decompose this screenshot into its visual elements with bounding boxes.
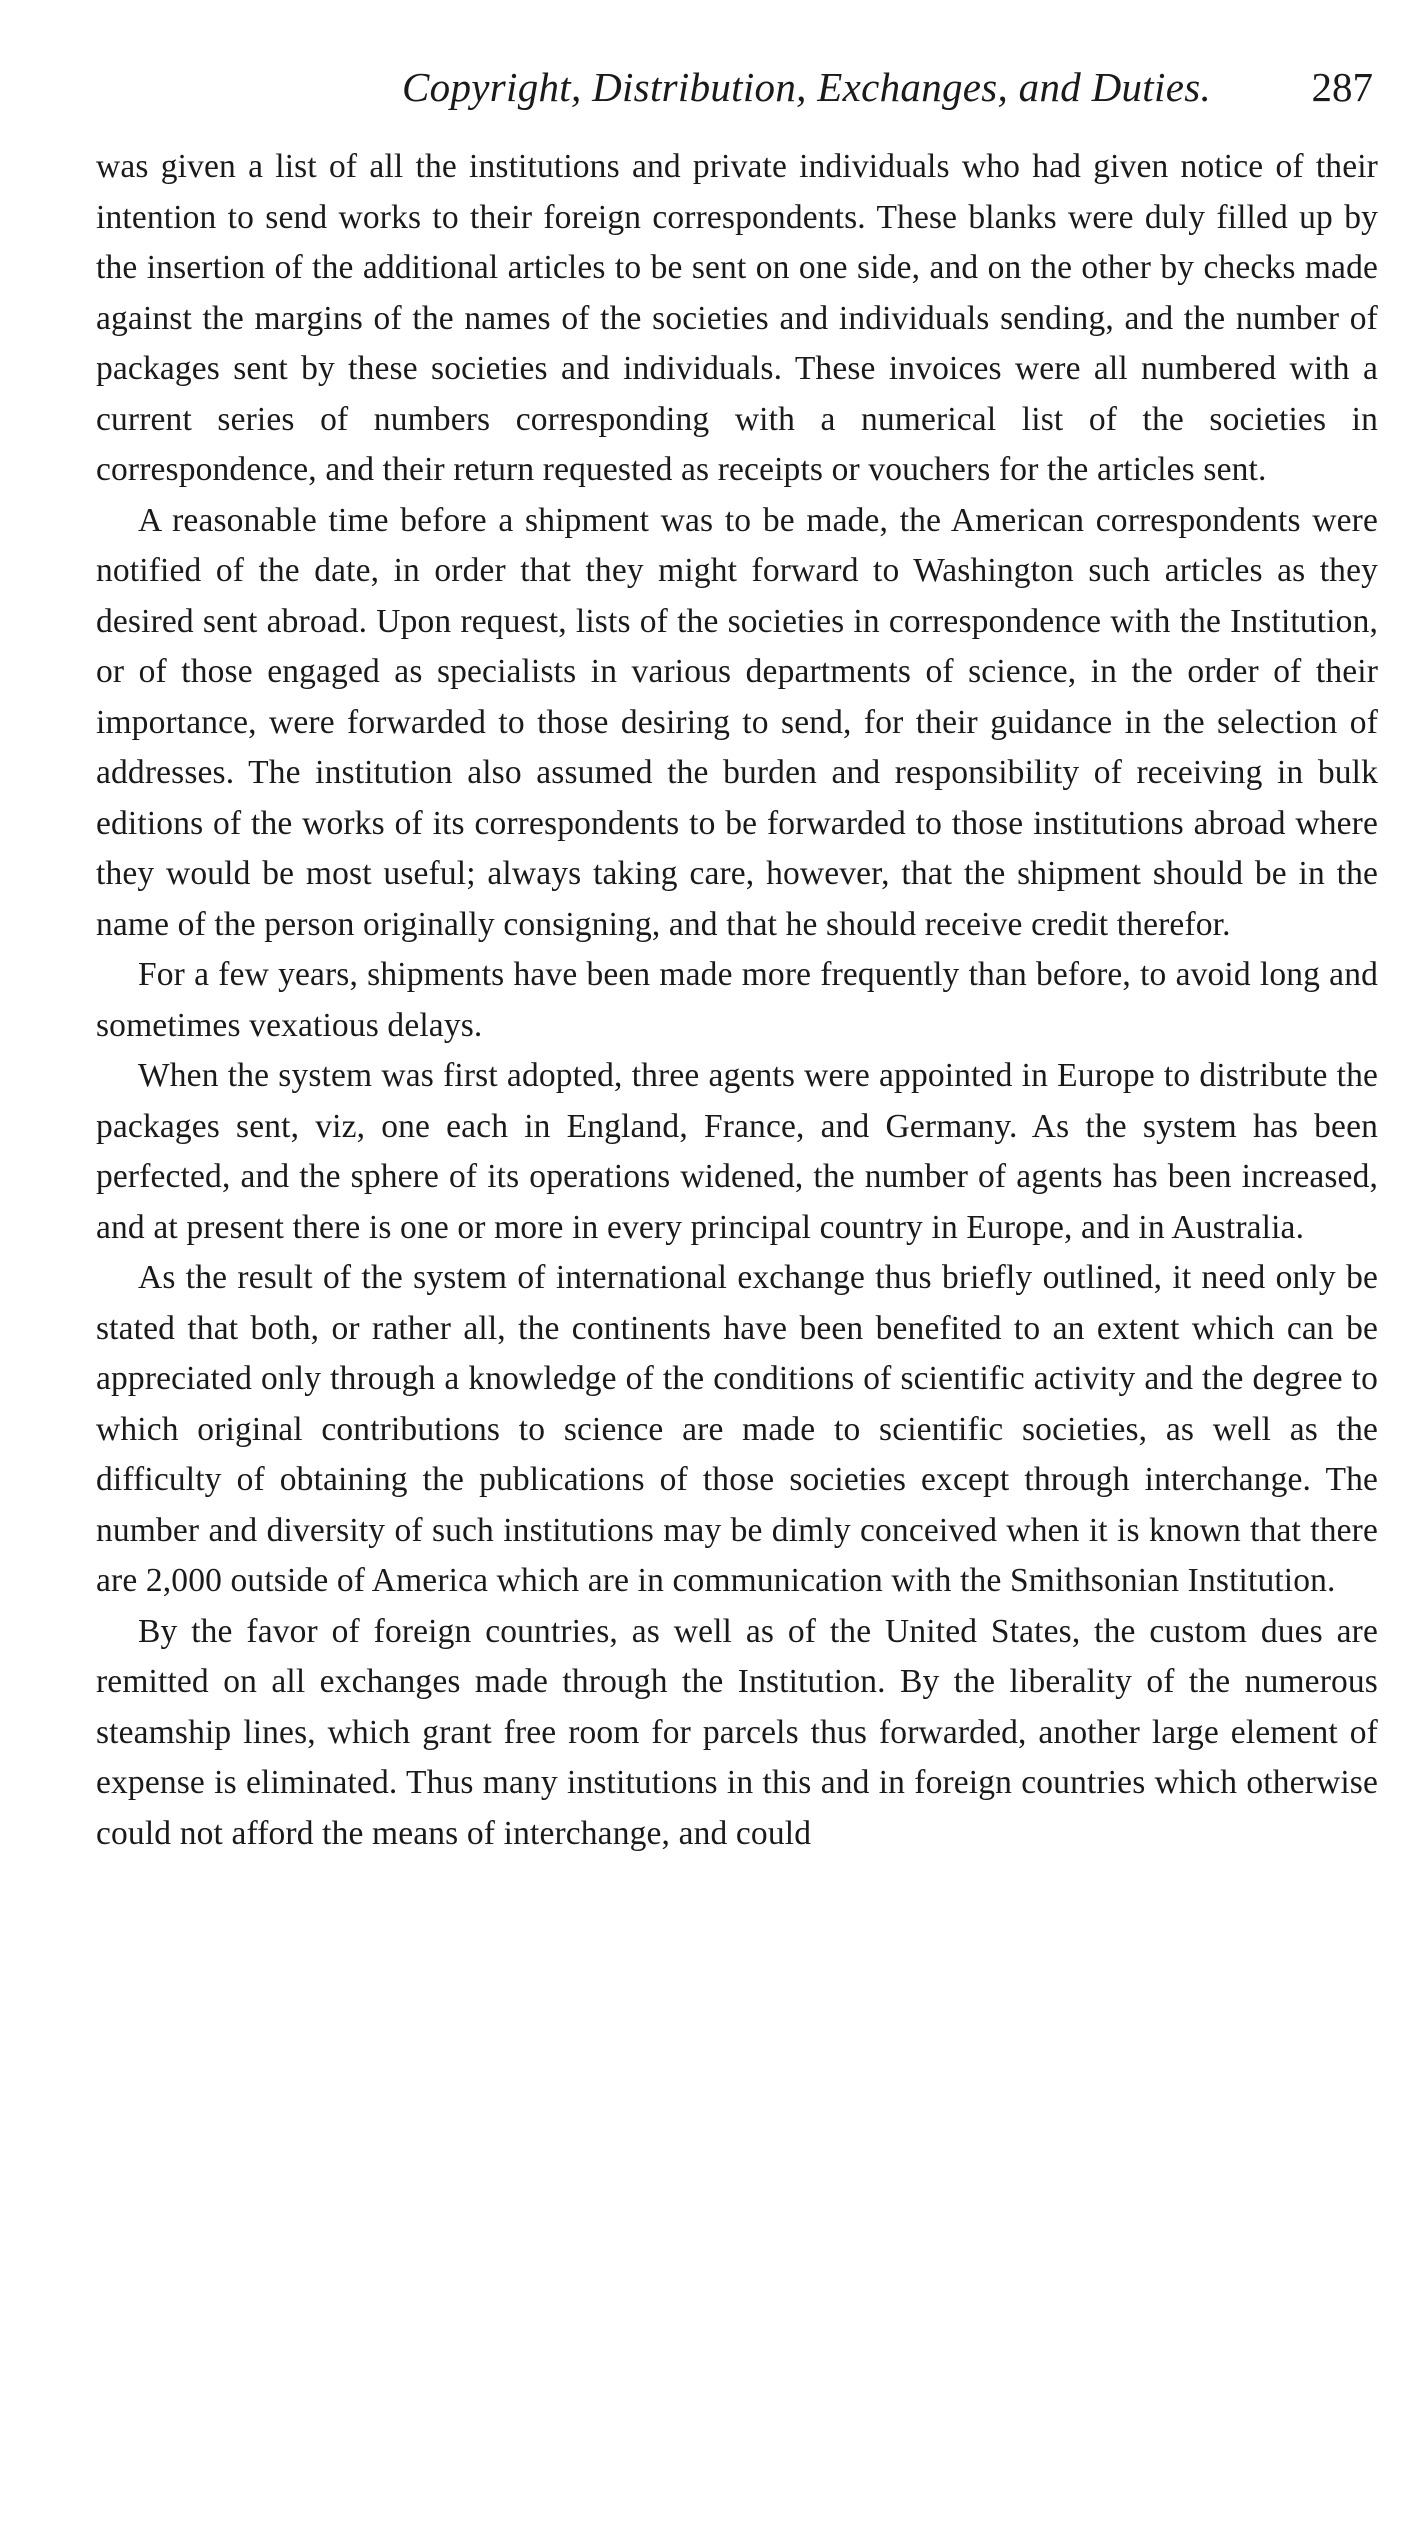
body-text	[96, 142, 1378, 1859]
running-head	[95, 52, 1383, 122]
paragraph: As the result of the system of international exchange thus briefly outlined, it need only be stated that both, or rather all, the continents have been benefited to an extent which can be appreciated only through a knowledge of the conditions of scientific activity and the degree to which original contributions to science are made to scientific societies, as well as the difficulty of obtaining the publications of those societies except through interchange. The number and diversity of such institutions may be dimly conceived when it is known that there are 2,000 outside of America which are in communication with the Smithsonian Institution.	[96, 1259, 1378, 1599]
paragraph: was given a list of all the institutions and private individuals who had given notice of their intention to send works to their foreign correspondents. These blanks were duly filled up by the insertion of the additional articles to be sent on one side, and on the other by checks made against the margins of the names of the societies and individuals sending, and the number of packages sent by these societies and individuals. These invoices were all numbered with a current series of numbers corresponding with a numerical list of the societies in correspondence, and their return requested as receipts or vouchers for the articles sent.	[96, 148, 1378, 488]
paragraph: For a few years, shipments have been made more frequently than before, to avoid long and sometimes vexatious delays.	[96, 956, 1378, 1044]
page-number: 287	[1311, 64, 1373, 110]
paragraph: A reasonable time before a shipment was to be made, the American correspondents were notified of the date, in order that they might forward to Washington such articles as they desired sent abroad. Upon request, lists of the societies in correspondence with the Institution, or of those engaged as specialists in various departments of science, in the order of their importance, were forwarded to those desiring to send, for their guidance in the selection of addresses. The institution also assumed the burden and responsibility of receiving in bulk editions of the works of its correspondents to be forwarded to those institutions abroad where they would be most useful; always taking care, however, that the shipment should be in the name of the person originally consigning, and that he should receive credit therefor.	[96, 501, 1378, 943]
running-title: Copyright, Distribution, Exchanges, and Duties.	[402, 64, 1211, 110]
paragraph: By the favor of foreign countries, as well as of the United States, the custom dues are remitted on all exchanges made through the Institution. By the liberality of the numerous steamship lines, which grant free room for parcels thus forwarded, another large element of expense is eliminated. Thus many institutions in this and in foreign countries which otherwise could not afford the means of interchange, and could	[96, 1612, 1378, 1852]
paragraph: When the system was first adopted, three agents were appointed in Europe to distribute the packages sent, viz, one each in England, France, and Germany. As the system has been perfected, and the sphere of its operations widened, the number of agents has been increased, and at present there is one or more in every principal country in Europe, and in Australia.	[96, 1057, 1378, 1246]
